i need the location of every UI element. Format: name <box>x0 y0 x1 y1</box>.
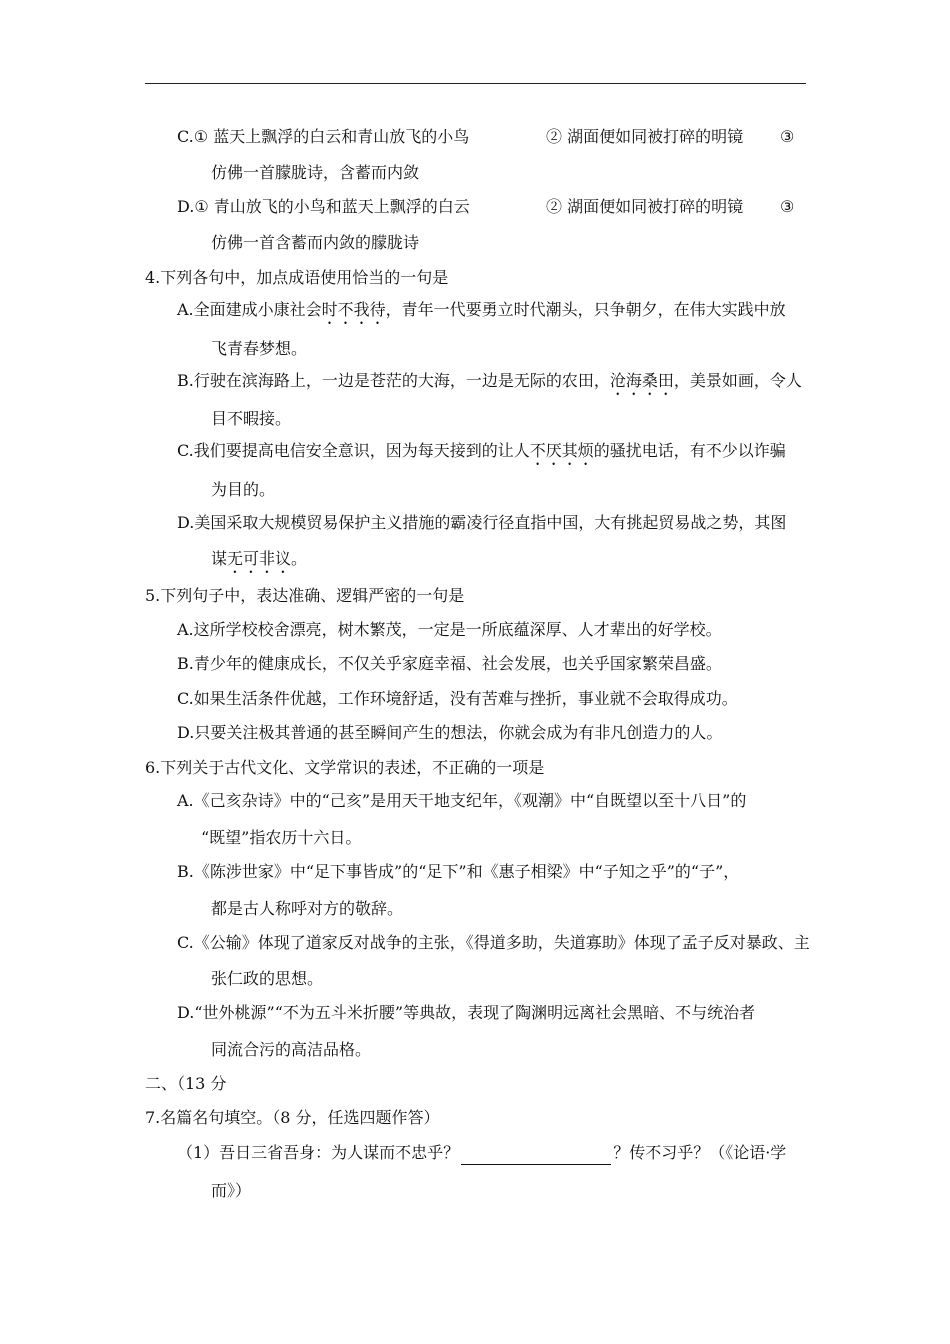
q7-item-1 <box>177 1141 786 1165</box>
q7-item1-continuation: 而》） <box>211 1181 252 1200</box>
q4-a-post: ，青年一代要勇立时代潮头，只争朝夕，在伟大实践中放 <box>385 300 786 319</box>
q5-option-a: A.这所学校校舍漂亮，树木繁茂，一定是一所底蕴深厚、人才辈出的好学校。 <box>177 620 722 639</box>
q3-d-part2: ② 湖面便如同被打碎的明镜 <box>546 197 744 216</box>
q5-option-b: B.青少年的健康成长，不仅关乎家庭幸福、社会发展，也关乎国家繁荣昌盛。 <box>177 654 722 673</box>
q3-option-d <box>177 195 807 219</box>
q4-option-a <box>177 298 786 322</box>
q4-d-pre: 谋 <box>211 549 228 568</box>
q6-d-continuation: 同流合污的高洁品格。 <box>211 1040 372 1059</box>
q3-d-continuation: 仿佛一首含蓄而内敛的朦胧诗 <box>211 233 420 252</box>
header-rule <box>145 83 806 84</box>
q6-option-a: A.《己亥杂诗》中的“己亥”是用天干地支纪年，《观潮》中“自既望以至十八日”的 <box>177 791 747 810</box>
q5-option-c: C.如果生活条件优越，工作环境舒适，没有苦难与挫折，事业就不会取得成功。 <box>177 689 738 708</box>
q4-b-continuation: 目不暇接。 <box>211 409 292 428</box>
q3-c-part2: ② 湖面便如同被打碎的明镜 <box>546 127 744 146</box>
q4-b-post: ，美景如画，令人 <box>673 371 802 390</box>
q4-c-continuation: 为目的。 <box>211 480 276 499</box>
q6-option-d: D.“世外桃源”“不为五斗米折腰”等典故，表现了陶渊明远离社会黑暗、不与统治者 <box>177 1003 756 1022</box>
q4-a-pre: A.全面建成小康社会 <box>177 300 322 319</box>
section-2-heading: 二、（13 分 <box>145 1074 227 1093</box>
q4-d-continuation <box>211 547 307 571</box>
q3-d-part1: D.① 青山放飞的小鸟和蓝天上飘浮的白云 <box>177 197 470 216</box>
q3-c-continuation: 仿佛一首朦胧诗，含蓄而内敛 <box>211 163 420 182</box>
q4-b-pre: B.行驶在滨海路上，一边是苍茫的大海，一边是无际的农田， <box>177 371 610 390</box>
q4-c-post: 的骚扰电话，有不少以诈骗 <box>593 441 786 460</box>
q4-a-continuation: 飞青春梦想。 <box>211 339 308 358</box>
q6-stem: 6.下列关于古代文化、文学常识的表述，不正确的一项是 <box>145 758 545 777</box>
q4-b-idiom: 沧海桑田 <box>609 371 674 390</box>
q6-a-continuation: “既望”指农历十六日。 <box>201 828 362 847</box>
q3-d-part3: ③ <box>780 197 795 216</box>
fill-in-blank[interactable] <box>461 1146 611 1165</box>
q6-c-continuation: 张仁政的思想。 <box>211 969 324 988</box>
q4-c-idiom: 不厌其烦 <box>529 441 594 460</box>
q3-option-c <box>177 125 807 149</box>
q4-option-c <box>177 439 786 463</box>
q4-d-post: 。 <box>291 549 308 568</box>
q5-option-d: D.只要关注极其普通的甚至瞬间产生的想法，你就会成为有非凡创造力的人。 <box>177 723 723 742</box>
q4-a-idiom: 时不我待 <box>321 300 386 319</box>
q4-option-b <box>177 369 802 393</box>
q4-d-idiom: 无可非议 <box>227 549 292 568</box>
q4-c-pre: C.我们要提高电信安全意识，因为每天接到的让人 <box>177 441 530 460</box>
q7-item1-pre: （1）吾日三省吾身：为人谋而不忠乎？ <box>177 1143 460 1162</box>
q7-stem: 7.名篇名句填空。（8 分，任选四题作答） <box>145 1108 440 1127</box>
q3-c-part3: ③ <box>780 127 795 146</box>
q4-option-d: D.美国采取大规模贸易保护主义措施的霸凌行径直指中国，大有挑起贸易战之势，其图 <box>177 513 787 532</box>
q4-stem: 4.下列各句中，加点成语使用恰当的一句是 <box>145 268 449 287</box>
q7-item1-post: ？传不习乎？（《论语·学 <box>613 1143 787 1162</box>
q6-option-b: B.《陈涉世家》中“足下事皆成”的“足下”和《惠子相梁》中“子知之乎”的“子”， <box>177 862 740 881</box>
q5-stem: 5.下列句子中，表达准确、逻辑严密的一句是 <box>145 586 465 605</box>
q6-option-c: C.《公输》体现了道家反对战争的主张，《得道多助，失道寡助》体现了孟子反对暴政、主 <box>177 933 810 952</box>
q3-c-part1: C.① 蓝天上飘浮的白云和青山放飞的小鸟 <box>177 127 470 146</box>
q6-b-continuation: 都是古人称呼对方的敬辞。 <box>211 899 404 918</box>
